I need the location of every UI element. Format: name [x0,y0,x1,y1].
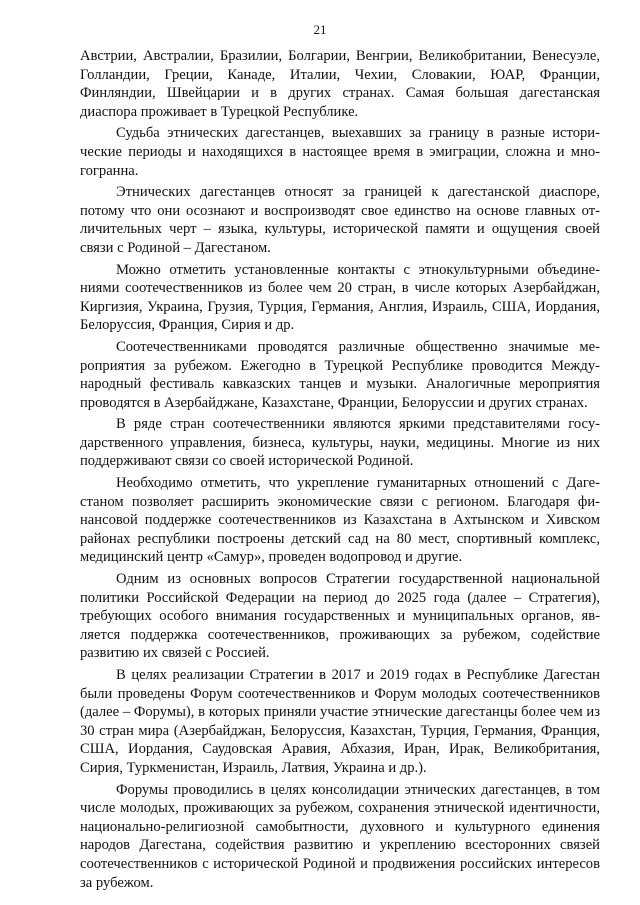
paragraph-10: Форумы проводились в целях консолидации этнических дагестанцев, в том числе молодых, проживающих за рубежом, сохранения этнической идентичности, национально-религиозной самобытности, духовного и культурного единения народов Дагестана, содействия развитию и укреплению всесторонних связей соотечественников с исторической Родиной и продвижения российских интересов за рубежом. [80,781,600,891]
paragraph-8: Одним из основных вопросов Стратегии государственной национальной политики Российской Федерации на период до 2025 года (далее – Стратегия), требующих особого внимания государственных и муниципальных органов, является поддержка соотечественников, проживающих за рубежом, содействие развитию их связей с Россией. [80,571,600,662]
paragraph-2: Судьба этнических дагестанцев, выехавших за границу в разные исторические периоды и находящихся в настоящее время в эмиграции, сложна и многогранна. [80,125,600,179]
paragraph-6: В ряде стран соотечественники являются яркими представителями государственного управления, бизнеса, культуры, науки, медицины. Многие из них поддерживают связи со своей исторической Родиной. [80,416,600,470]
body-text [80,47,600,895]
page-number: 21 [313,22,327,37]
paragraph-1: Австрии, Австралии, Бразилии, Болгарии, Венгрии, Великобритании, Венесуэле, Голландии, Греции, Канаде, Италии, Чехии, Словакии, ЮАР, Франции, Финляндии, Швейцарии и в других странах. Самая большая дагестанская диаспора проживает в Турецкой Республике. [80,48,600,120]
paragraph-4: Можно отметить установленные контакты с этнокультурными объединениями соотечественников из более чем 20 стран, в числе которых Азербайджан, Киргизия, Украина, Грузия, Турция, Германия, Англия, Израиль, США, Иордания, Белоруссия, Франция, Сирия и др. [80,261,600,334]
paragraph-5: Соотечественниками проводятся различные общественно значимые мероприятия за рубежом. Ежегодно в Турецкой Республике проводится Международный фестиваль кавказских танцев и музыки. Аналогичные мероприятия проводятся в Азербайджане, Казахстане, Франции, Белоруссии и других странах. [80,338,600,411]
paragraph-3: Этнических дагестанцев относят за границей к дагестанской диаспоре, потому что они осознают и воспроизводят свое единство на основе главных отличительных черт – языка, культуры, исторической памяти и ощущения своей связи с Родиной – Дагестаном. [80,184,600,256]
paragraph-7: Необходимо отметить, что укрепление гуманитарных отношений с Дагестаном позволяет расширить экономические связи с регионом. Благодаря финансовой поддержке соотечественников из Казахстана в Ахтынском и Хивском районах республики построены детский сад на 80 мест, спортивный комплекс, медицинский центр «Самур», проведен водопровод и другие. [80,475,600,566]
paragraph-9: В целях реализации Стратегии в 2017 и 2019 годах в Республике Дагестан были проведены Форум соотечественников и Форум молодых соотечественников (далее – Форумы), в которых приняли участие этнические дагестанцы более чем из 30 стран мира (Азербайджан, Белоруссия, Казахстан, Турция, Германия, Франция, США, Иордания, Саудовская Аравия, Абхазия, Иран, Ирак, Великобритания, Сирия, Туркменистан, Израиль, Латвия, Украина и др.). [80,667,600,776]
